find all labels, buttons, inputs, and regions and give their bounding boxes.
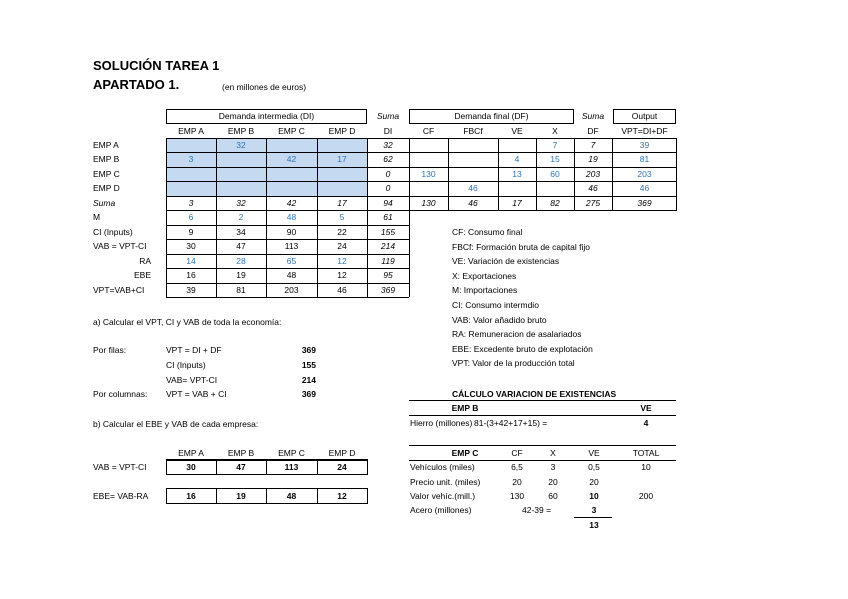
main-cell [266,181,317,195]
grid-line [166,283,409,284]
lower-cell: 39 [186,285,196,295]
partb-divider [216,459,217,475]
partb-divider [266,488,267,504]
formula-ci: CI (Inputs) [166,360,206,370]
lower-cell: 48 [286,270,297,280]
legend-item: CI: Consumo intermdio [452,300,539,310]
grid-line [166,181,677,182]
main-cell: 3 [188,198,194,208]
legend-item: VPT: Valor de la producción total [452,358,575,369]
lower-cell: 155 [380,227,396,237]
formula-vab: VAB= VPT-CI [166,375,218,385]
partb-ebe-value: 16 [186,491,196,501]
ve-row-x: 20 [548,476,558,487]
main-cell: 17 [512,198,522,208]
ve-row-label: Precio unit. (miles) [410,476,481,487]
partb-ebe-value: 19 [236,491,246,501]
lower-cell: 9 [188,227,194,237]
partb-vab-value: 47 [236,462,246,472]
main-cell [166,181,216,195]
ve-empc-header: EMP C [451,448,479,458]
main-cell: 60 [550,169,560,179]
partb-vab-label: VAB = VPT-CI [93,462,147,472]
main-cell: 39 [639,140,650,150]
lower-cell: 95 [383,270,393,280]
legend-item: CF: Consumo final [452,227,523,237]
grid-line [409,138,410,210]
lower-cell: 65 [286,256,297,266]
partb-divider [216,488,217,504]
main-col-header-7: VE [511,126,523,136]
hierro-value: 4 [643,418,649,428]
row-label-4: Suma [93,198,116,208]
grid-line [166,138,677,139]
grid-line [317,138,318,210]
main-cell [498,138,536,152]
ve-row-total: 200 [638,491,654,501]
lower-cell: 48 [286,212,297,222]
legend-item: VAB: Valor añadido bruto [452,314,547,325]
main-cell: 46 [588,183,598,193]
lower-cell: 28 [236,256,246,266]
legend-item: X: Exportaciones [452,270,517,281]
lower-cell: 2 [238,212,244,222]
main-cell: 13 [512,169,522,179]
grid-line [536,138,537,210]
lower-cell: 214 [380,241,396,251]
lower-cell: 12 [337,270,347,280]
question-b: b) Calcular el EBE y VAB de cada empresa: [93,419,259,429]
main-cell: 369 [637,198,652,208]
lower-cell: 369 [380,285,396,295]
grid-line [166,167,677,168]
grid-line [166,210,677,211]
main-cell [448,167,498,181]
lower-row-label-4: EBE [133,270,151,280]
row-label-0: EMP A [93,140,119,150]
main-cell: 0 [385,169,391,179]
main-cell [448,138,498,152]
legend-item: M: Importaciones [452,285,518,296]
main-cell: 32 [236,198,246,208]
lower-cell: 24 [337,241,347,251]
main-cell [498,181,536,195]
lower-cell: 16 [186,270,196,280]
main-cell [166,167,216,181]
main-cell: 82 [550,198,560,208]
main-cell: 275 [585,198,601,208]
ve-row-cf: 130 [509,491,525,501]
main-cell: 203 [585,169,601,179]
main-cell [317,181,367,195]
legend-item: EBE: Excedente bruto de explotación [452,343,593,354]
main-cell: 46 [468,183,478,193]
main-cell [266,138,317,152]
main-cell: 7 [590,140,596,150]
main-col-header-8: X [552,126,558,136]
lower-cell: 119 [381,256,395,266]
partb-col-header-2: EMP C [278,448,305,458]
grid-line [166,268,409,269]
main-cell: 46 [639,183,650,193]
partb-vab-value: 24 [337,462,347,472]
main-cell: 81 [639,154,650,164]
lower-cell: 22 [337,227,347,237]
legend-item: VE: Variación de existencias [452,256,560,267]
main-cell [409,181,448,195]
ve-row-total: 10 [641,462,651,472]
grid-line [448,138,449,210]
partb-vab-value: 113 [284,462,299,472]
main-cell [317,138,367,152]
partb-divider [317,459,318,475]
main-cell: 62 [383,154,393,164]
main-cell: 15 [550,154,560,164]
grid-line [676,138,677,210]
ve-empb-header: EMP B [451,403,479,413]
ve-row-ve: 20 [589,476,599,487]
lower-cell: 81 [236,285,246,295]
main-cell: 42 [286,154,297,164]
grid-line [367,138,368,210]
main-col-header-0: EMP A [178,126,204,136]
lower-row-label-3: RA [139,256,151,266]
value-vpt-rows: 369 [301,345,316,355]
grid-line [166,152,677,153]
units-note: (en millones de euros) [222,82,307,92]
grid-line [166,254,409,255]
value-vab: 214 [301,375,316,385]
ve-final-total: 13 [589,520,599,530]
formula-vpt-columns: VPT = VAB + CI [166,389,227,399]
grid-line [166,225,409,226]
page-title: SOLUCIÓN TAREA 1 [93,58,220,73]
main-cell: 7 [552,140,558,150]
main-cell: 32 [236,140,246,150]
acero-formula: 42-39 = [522,505,552,515]
main-col-header-1: EMP B [227,126,255,136]
main-cell [409,152,448,166]
main-cell [317,167,367,181]
ve-row-ve: 10 [589,491,599,501]
grid-line [266,210,267,297]
lower-cell: 203 [284,285,299,295]
legend-item: FBCf: Formación bruta de capital fijo [452,241,590,252]
grid-line [216,210,217,297]
main-cell: 32 [383,140,393,150]
ve-col-cf: CF [511,448,523,458]
ve-row-label: Vehículos (miles) [410,462,475,472]
lower-cell: 113 [284,241,299,251]
partb-col-header-3: EMP D [328,448,356,458]
main-cell [409,138,448,152]
row-label-3: EMP D [93,183,120,193]
lower-row-label-1: CI (Inputs) [93,227,133,237]
main-col-header-6: FBCf [463,126,483,136]
ve-col-total: TOTAL [632,448,660,458]
value-vpt-columns: 369 [301,389,316,399]
partb-ebe-value: 48 [286,491,297,501]
suma-header-di: Suma [376,111,400,121]
lower-cell: 30 [186,241,196,251]
main-cell: 203 [637,169,652,179]
main-cell: 3 [188,154,194,164]
section-title: APARTADO 1. [93,77,180,92]
grid-line [166,239,409,240]
grid-line [367,210,368,297]
main-cell [448,152,498,166]
lower-cell: 14 [186,256,196,266]
grid-line [166,138,167,210]
main-cell: 42 [286,198,297,208]
lower-cell: 12 [337,256,347,266]
question-a: a) Calcular el VPT, CI y VAB de toda la economía: [93,317,282,327]
hierro-label: Hierro (millones) [410,418,473,428]
ve-col-x: X [550,448,556,458]
ve-row-cf: 20 [512,476,522,487]
main-cell: 4 [514,154,520,164]
main-cell [266,167,317,181]
partb-divider [317,488,318,504]
ve-calc-title: CÁLCULO VARIACION DE EXISTENCIAS [452,389,617,399]
main-cell: 46 [468,198,478,208]
grid-line [317,210,318,297]
grid-line [574,138,575,210]
value-ci: 155 [301,360,316,370]
grid-line [166,210,167,297]
lower-cell: 34 [236,227,246,237]
partb-col-header-0: EMP A [178,448,204,458]
main-col-header-4: DI [383,126,393,136]
main-cell: 94 [383,198,393,208]
main-cell [216,181,266,195]
partb-col-header-1: EMP B [227,448,255,458]
output-group-header: Output [613,109,676,124]
ve-row-label: Valor vehíc.(mill.) [410,491,476,501]
partb-vab-value: 30 [186,462,196,472]
grid-line [612,138,613,210]
grid-line [166,196,677,197]
grid-line [409,210,410,297]
por-filas-label: Por filas: [93,345,127,355]
partb-ebe-label: EBE= VAB-RA [93,491,149,501]
suma-header-df: Suma [581,111,605,121]
por-columnas-label: Por columnas: [93,389,148,399]
ve-col-ve: VE [588,448,600,458]
main-cell: 130 [421,169,436,179]
main-col-header-10: VPT=DI+DF [621,126,668,136]
acero-label: Acero (millones) [410,505,472,515]
hierro-formula: 81-(3+42+17+15) = [474,418,548,428]
main-col-header-2: EMP C [278,126,305,136]
lower-cell: 19 [236,270,246,280]
grid-line [266,138,267,210]
ve-col-header: VE [640,403,652,413]
main-col-header-3: EMP D [328,126,356,136]
row-label-2: EMP C [93,169,120,179]
partb-divider [266,459,267,475]
df-group-header: Demanda final (DF) [409,109,574,124]
acero-value: 3 [591,505,597,515]
main-cell: 0 [385,183,391,193]
main-col-header-5: CF [422,126,435,136]
lower-cell: 61 [383,212,393,222]
partb-ebe-value: 12 [337,491,347,501]
main-cell [216,152,266,166]
grid-line [498,138,499,210]
row-label-1: EMP B [93,154,120,164]
lower-row-label-5: VPT=VAB+CI [93,285,145,295]
ve-row-cf: 6,5 [511,462,523,472]
ve-row-x: 60 [548,491,558,501]
main-cell: 130 [421,198,436,208]
lower-row-label-2: VAB = VPT-CI [93,241,147,251]
legend-item: RA: Remuneracion de asalariados [452,329,582,340]
lower-cell: 5 [339,212,345,222]
lower-cell: 47 [236,241,246,251]
lower-cell: 46 [337,285,347,295]
formula-vpt-rows: VPT = DI + DF [166,345,222,355]
ve-row-x: 3 [550,462,556,472]
main-col-header-9: DF [587,126,599,136]
di-group-header: Demanda intermedia (DI) [166,109,367,124]
main-cell: 19 [588,154,598,164]
grid-line [166,297,409,298]
main-cell [536,181,574,195]
main-cell: 17 [337,154,347,164]
lower-cell: 6 [188,212,194,222]
lower-row-label-0: M [93,212,101,222]
main-cell: 17 [337,198,347,208]
main-cell [216,167,266,181]
grid-line [216,138,217,210]
main-cell [166,138,216,152]
lower-cell: 90 [286,227,297,237]
ve-row-ve: 0,5 [588,462,600,472]
